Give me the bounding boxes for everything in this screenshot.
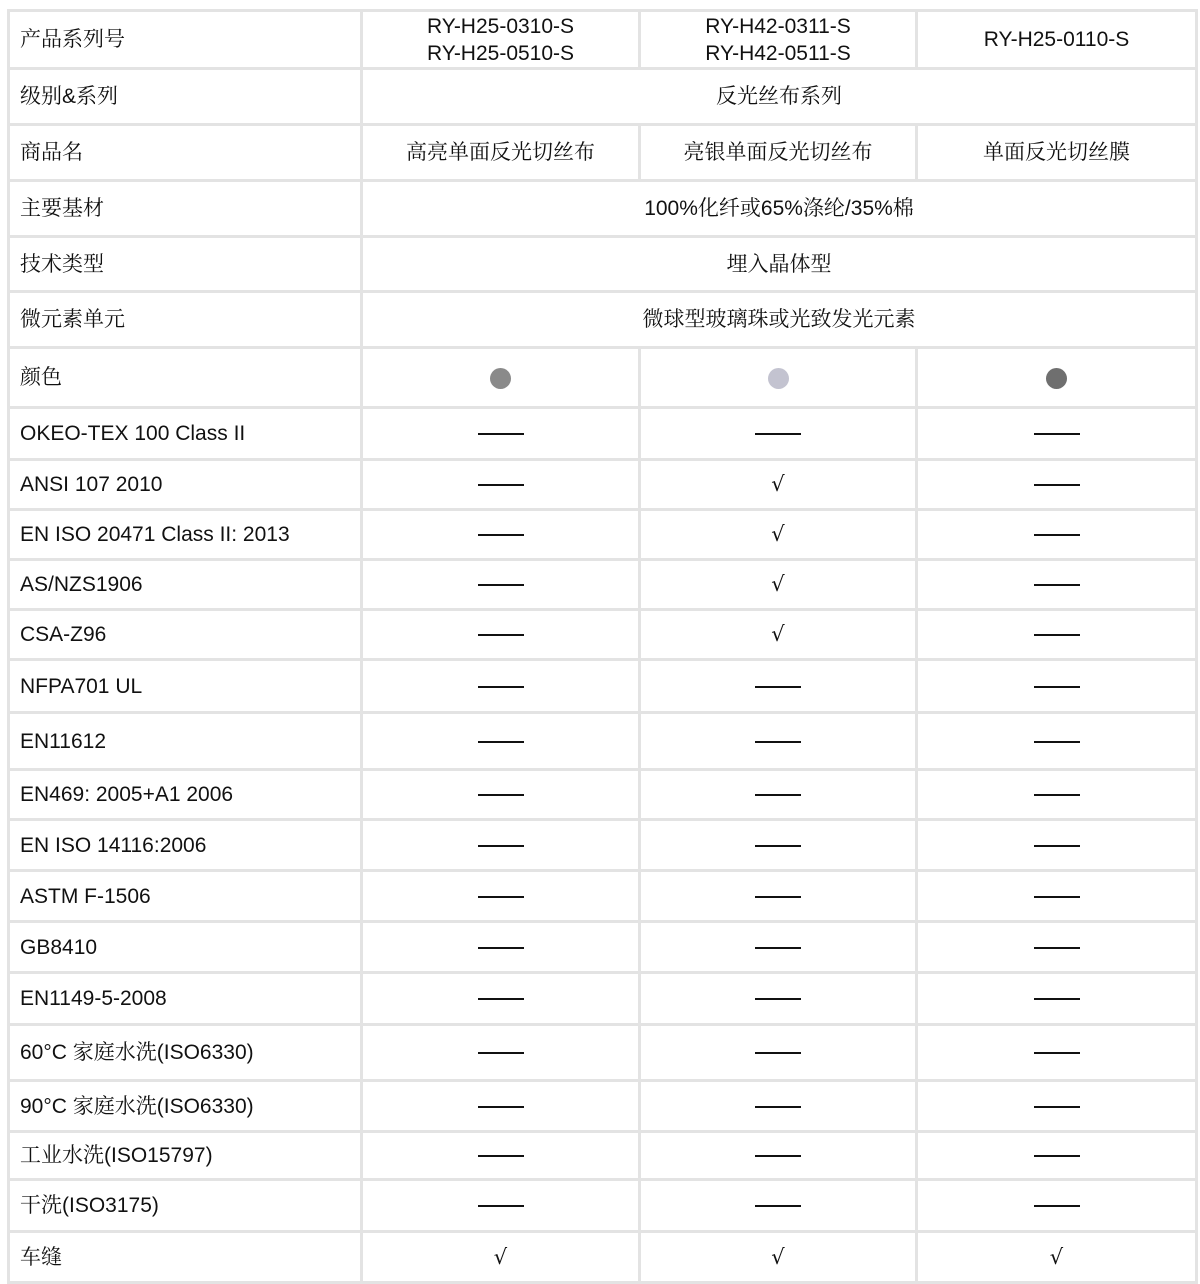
dash-mark <box>478 998 524 1000</box>
dash-mark <box>755 998 801 1000</box>
standard-label: EN ISO 14116:2006 <box>9 820 362 871</box>
dash-mark <box>478 845 524 847</box>
dash-mark <box>1034 794 1080 796</box>
table-row <box>9 1232 1197 1283</box>
dash-mark <box>1034 1052 1080 1054</box>
label-product-name: 商品名 <box>9 125 362 181</box>
row-base-material <box>9 181 1197 237</box>
check-mark: √ <box>771 472 785 496</box>
table-row <box>9 510 1197 560</box>
product-name-col1: 高亮单面反光切丝布 <box>362 125 640 181</box>
dash-mark <box>478 686 524 688</box>
standard-cell <box>640 1025 917 1081</box>
table-row <box>9 460 1197 510</box>
standard-cell <box>917 660 1197 713</box>
table-row <box>9 922 1197 973</box>
row-product-name <box>9 125 1197 181</box>
standard-cell <box>917 713 1197 770</box>
standard-label: NFPA701 UL <box>9 660 362 713</box>
label-color: 颜色 <box>9 348 362 408</box>
dash-mark <box>1034 1155 1080 1157</box>
dash-mark <box>755 947 801 949</box>
label-base-material: 主要基材 <box>9 181 362 237</box>
dash-mark <box>755 1052 801 1054</box>
row-grade-series <box>9 69 1197 125</box>
standard-label: EN469: 2005+A1 2006 <box>9 770 362 820</box>
dash-mark <box>1034 896 1080 898</box>
check-mark: √ <box>771 522 785 546</box>
standard-cell <box>917 1025 1197 1081</box>
standard-cell <box>362 770 640 820</box>
standard-cell <box>362 1232 640 1283</box>
series-no-col2-line1: RY-H42-0311-S <box>705 14 851 38</box>
dash-mark <box>478 1052 524 1054</box>
standard-cell <box>917 871 1197 922</box>
standard-cell <box>917 560 1197 610</box>
dash-mark <box>1034 741 1080 743</box>
dash-mark <box>755 794 801 796</box>
row-color <box>9 348 1197 408</box>
series-no-col1-line2: RY-H25-0510-S <box>426 41 575 65</box>
standard-cell <box>640 1180 917 1232</box>
row-product-series-no <box>9 11 1197 69</box>
dash-mark <box>755 741 801 743</box>
check-mark: √ <box>1049 1244 1064 1269</box>
dash-mark <box>755 845 801 847</box>
dash-mark <box>1034 1205 1080 1207</box>
series-no-col3: RY-H25-0110-S <box>917 11 1197 69</box>
dash-mark <box>1034 433 1080 435</box>
value-micro-element: 微球型玻璃珠或光致发光元素 <box>362 292 1197 348</box>
standard-cell <box>640 1081 917 1132</box>
standard-label: GB8410 <box>9 922 362 973</box>
standard-label: ANSI 107 2010 <box>9 460 362 510</box>
standard-label: AS/NZS1906 <box>9 560 362 610</box>
standard-cell <box>917 408 1197 460</box>
dash-mark <box>755 686 801 688</box>
product-name-col3: 单面反光切丝膜 <box>917 125 1197 181</box>
check-mark: √ <box>771 1244 785 1269</box>
standard-cell <box>917 820 1197 871</box>
row-micro-element <box>9 292 1197 348</box>
table-row <box>9 770 1197 820</box>
dash-mark <box>478 584 524 586</box>
standard-cell <box>917 610 1197 660</box>
standard-cell <box>362 610 640 660</box>
check-mark: √ <box>771 572 785 596</box>
label-micro-element: 微元素单元 <box>9 292 362 348</box>
standard-label: ASTM F-1506 <box>9 871 362 922</box>
standard-cell <box>362 1180 640 1232</box>
standard-cell <box>362 713 640 770</box>
dash-mark <box>1034 484 1080 486</box>
label-grade-series: 级别&系列 <box>9 69 362 125</box>
standard-cell <box>362 510 640 560</box>
standard-cell <box>362 460 640 510</box>
series-no-col2-line2: RY-H42-0511-S <box>705 41 851 65</box>
standard-cell <box>917 973 1197 1025</box>
color-swatch-icon <box>768 368 789 389</box>
table-row <box>9 408 1197 460</box>
dash-mark <box>478 741 524 743</box>
dash-mark <box>755 1155 801 1157</box>
table-row <box>9 1025 1197 1081</box>
standard-label: 60°C 家庭水洗(ISO6330) <box>9 1025 362 1081</box>
product-name-col2: 亮银单面反光切丝布 <box>640 125 917 181</box>
standard-label: EN1149-5-2008 <box>9 973 362 1025</box>
standard-cell <box>917 1081 1197 1132</box>
dash-mark <box>478 947 524 949</box>
value-tech-type: 埋入晶体型 <box>362 237 1197 292</box>
standard-cell <box>640 510 917 560</box>
dash-mark <box>1034 998 1080 1000</box>
standard-cell <box>362 1025 640 1081</box>
standard-cell <box>640 973 917 1025</box>
standard-cell <box>362 820 640 871</box>
table-row <box>9 871 1197 922</box>
check-mark: √ <box>771 622 785 646</box>
standard-cell <box>640 610 917 660</box>
color-col1 <box>362 348 640 408</box>
color-swatch-icon <box>490 368 511 389</box>
series-no-col1 <box>362 11 640 69</box>
standard-cell <box>362 1081 640 1132</box>
standard-cell <box>362 973 640 1025</box>
value-grade-series: 反光丝布系列 <box>362 69 1197 125</box>
standard-label: EN11612 <box>9 713 362 770</box>
standard-cell <box>640 560 917 610</box>
dash-mark <box>1034 634 1080 636</box>
standard-label: 工业水洗(ISO15797) <box>9 1132 362 1180</box>
standard-cell <box>917 922 1197 973</box>
standard-cell <box>362 1132 640 1180</box>
table-row <box>9 973 1197 1025</box>
standard-cell <box>640 770 917 820</box>
dash-mark <box>755 1205 801 1207</box>
label-product-series-no: 产品系列号 <box>9 11 362 69</box>
standard-label: EN ISO 20471 Class II: 2013 <box>9 510 362 560</box>
table-row <box>9 560 1197 610</box>
color-col2 <box>640 348 917 408</box>
dash-mark <box>478 484 524 486</box>
standard-cell <box>917 510 1197 560</box>
standard-cell <box>640 713 917 770</box>
table-row <box>9 713 1197 770</box>
table-row <box>9 1180 1197 1232</box>
dash-mark <box>478 634 524 636</box>
row-tech-type <box>9 237 1197 292</box>
standard-cell <box>362 660 640 713</box>
standard-cell <box>640 820 917 871</box>
standard-cell <box>640 408 917 460</box>
spec-table <box>7 9 1198 1284</box>
spec-table-body <box>9 11 1197 1283</box>
table-row <box>9 660 1197 713</box>
color-swatch-icon <box>1046 368 1067 389</box>
check-mark: √ <box>493 1244 508 1269</box>
dash-mark <box>478 896 524 898</box>
dash-mark <box>478 1106 524 1108</box>
standard-cell <box>640 460 917 510</box>
dash-mark <box>1034 584 1080 586</box>
dash-mark <box>1034 947 1080 949</box>
standard-label: OKEO-TEX 100 Class II <box>9 408 362 460</box>
standard-cell <box>917 1132 1197 1180</box>
dash-mark <box>1034 534 1080 536</box>
dash-mark <box>1034 686 1080 688</box>
dash-mark <box>1034 1106 1080 1108</box>
standard-cell <box>917 460 1197 510</box>
series-no-col2 <box>640 11 917 69</box>
color-col3 <box>917 348 1197 408</box>
standard-cell <box>917 770 1197 820</box>
standard-cell <box>640 660 917 713</box>
dash-mark <box>1034 845 1080 847</box>
dash-mark <box>478 794 524 796</box>
standard-cell <box>917 1180 1197 1232</box>
dash-mark <box>478 1155 524 1157</box>
dash-mark <box>478 534 524 536</box>
standard-cell <box>640 922 917 973</box>
dash-mark <box>478 1205 524 1207</box>
standard-label: 干洗(ISO3175) <box>9 1180 362 1232</box>
standard-cell <box>362 922 640 973</box>
standard-cell <box>640 1232 917 1283</box>
series-no-col1-line1: RY-H25-0310-S <box>426 14 575 38</box>
dash-mark <box>755 1106 801 1108</box>
dash-mark <box>478 433 524 435</box>
standard-label: 90°C 家庭水洗(ISO6330) <box>9 1081 362 1132</box>
standard-label: 车缝 <box>9 1232 362 1283</box>
standard-cell <box>362 408 640 460</box>
value-base-material: 100%化纤或65%涤纶/35%棉 <box>362 181 1197 237</box>
table-row <box>9 610 1197 660</box>
standard-cell <box>362 871 640 922</box>
standard-cell <box>640 1132 917 1180</box>
label-tech-type: 技术类型 <box>9 237 362 292</box>
table-row <box>9 1081 1197 1132</box>
standard-cell <box>640 871 917 922</box>
standard-cell <box>362 560 640 610</box>
table-row <box>9 1132 1197 1180</box>
dash-mark <box>755 896 801 898</box>
dash-mark <box>755 433 801 435</box>
standard-label: CSA-Z96 <box>9 610 362 660</box>
table-row <box>9 820 1197 871</box>
standard-cell <box>917 1232 1197 1283</box>
